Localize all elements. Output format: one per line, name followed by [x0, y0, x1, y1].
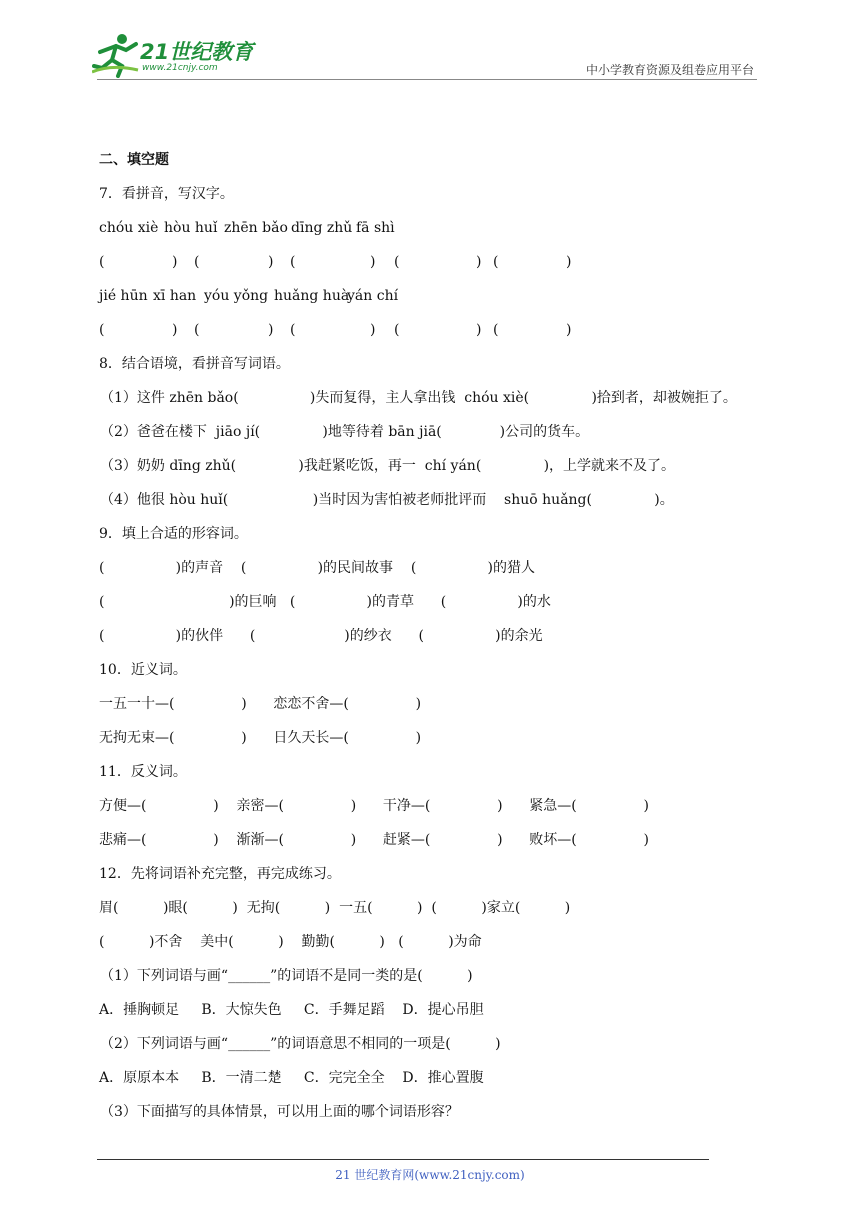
blank-open: ( [99, 254, 105, 270]
q9-row-1: ( )的声音 ( )的民间故事 ( )的猎人 [99, 560, 535, 576]
q11-title: 11．反义词。 [99, 764, 187, 780]
q8-item-2: （2）爸爸在楼下 jiāo jí( )地等待着 bān jiā( )公司的货车。 [100, 424, 590, 440]
logo [92, 30, 262, 80]
blank-close: ) [566, 254, 572, 270]
q9-title: 9．填上合适的形容词。 [99, 526, 248, 542]
pinyin: huǎng huà [274, 288, 350, 304]
pinyin: dīng zhǔ [291, 220, 353, 236]
pinyin: fā shì [356, 220, 395, 236]
pinyin: hòu huǐ [164, 220, 218, 236]
logo-brand-text: 21世纪教育 [140, 40, 254, 64]
blank-close: ) [172, 322, 178, 338]
q12-sub-2-options: A．原原本本 B．一清二楚 C．完完全全 D．推心置腹 [99, 1070, 484, 1086]
blank-close: ) [268, 322, 274, 338]
q8-title: 8．结合语境，看拼音写词语。 [99, 356, 290, 372]
q12-sub-1: （1）下列词语与画“______”的词语不是同一类的是( ) [100, 968, 473, 984]
q8-item-4: （4）他很 hòu huǐ( )当时因为害怕被老师批评而 shuō huǎng( )。 [100, 492, 674, 508]
blank-open: ( [493, 322, 499, 338]
blank-close: ) [370, 254, 376, 270]
page-header [0, 0, 860, 90]
q12-sub-1-options: A．捶胸顿足 B．大惊失色 C．手舞足蹈 D．提心吊胆 [99, 1002, 484, 1018]
blank-close: ) [566, 322, 572, 338]
blank-close: ) [476, 322, 482, 338]
q12-row-1: 眉( )眼( ) 无拘( ) 一五( ) ( )家立( ) [99, 900, 571, 916]
blank-open: ( [493, 254, 499, 270]
q12-sub-2: （2）下列词语与画“______”的词语意思不相同的一项是( ) [100, 1036, 501, 1052]
q12-row-2: ( )不舍 美中( ) 勤勤( ) ( )为命 [99, 934, 482, 950]
q8-item-3: （3）奶奶 dīng zhǔ( )我赶紧吃饭，再一 chí yán( )，上学就来不及了。 [100, 458, 676, 474]
blank-close: ) [172, 254, 178, 270]
pinyin: zhēn bǎo [224, 220, 288, 236]
q7-title: 7．看拼音，写汉字。 [99, 186, 234, 202]
blank-close: ) [476, 254, 482, 270]
pinyin: yóu yǒng [204, 288, 269, 304]
q12-title: 12．先将词语补充完整，再完成练习。 [99, 866, 341, 882]
pinyin: yán chí [347, 288, 399, 304]
pinyin: jié hūn [99, 288, 148, 304]
pinyin: xī han [153, 288, 197, 304]
blank-open: ( [99, 322, 105, 338]
header-divider [97, 79, 757, 80]
q10-title: 10．近义词。 [99, 662, 187, 678]
header-platform-text: 中小学教育资源及组卷应用平台 [585, 63, 754, 77]
section-title: 二、填空题 [99, 152, 169, 168]
q11-row-1: 方便—( ) 亲密—( ) 干净—( ) 紧急—( ) [99, 798, 649, 814]
footer-text[interactable]: 21 世纪教育网(www.21cnjy.com) [335, 1168, 525, 1182]
q10-row-1: 一五一十—( ) 恋恋不舍—( ) [99, 696, 422, 712]
q10-row-2: 无拘无束—( ) 日久天长—( ) [99, 730, 422, 746]
blank-close: ) [268, 254, 274, 270]
runner-logo-icon [92, 32, 140, 78]
blank-open: ( [394, 254, 400, 270]
footer-divider [97, 1159, 709, 1160]
blank-open: ( [290, 254, 296, 270]
blank-open: ( [394, 322, 400, 338]
logo-url-text: www.21cnjy.com [142, 63, 218, 73]
q12-sub-3: （3）下面描写的具体情景，可以用上面的哪个词语形容？ [100, 1104, 459, 1120]
q9-row-2: ( )的巨响 ( )的青草 ( )的水 [99, 594, 551, 610]
blank-close: ) [370, 322, 376, 338]
blank-open: ( [194, 254, 200, 270]
blank-open: ( [194, 322, 200, 338]
q11-row-2: 悲痛—( ) 渐渐—( ) 赶紧—( ) 败坏—( ) [99, 832, 649, 848]
q8-item-1: （1）这件 zhēn bǎo( )失而复得，主人拿出钱 chóu xiè( )拾到者，却被婉拒了。 [100, 390, 737, 406]
q9-row-3: ( )的伙伴 ( )的纱衣 ( )的余光 [99, 628, 543, 644]
pinyin: chóu xiè [99, 220, 159, 236]
blank-open: ( [290, 322, 296, 338]
